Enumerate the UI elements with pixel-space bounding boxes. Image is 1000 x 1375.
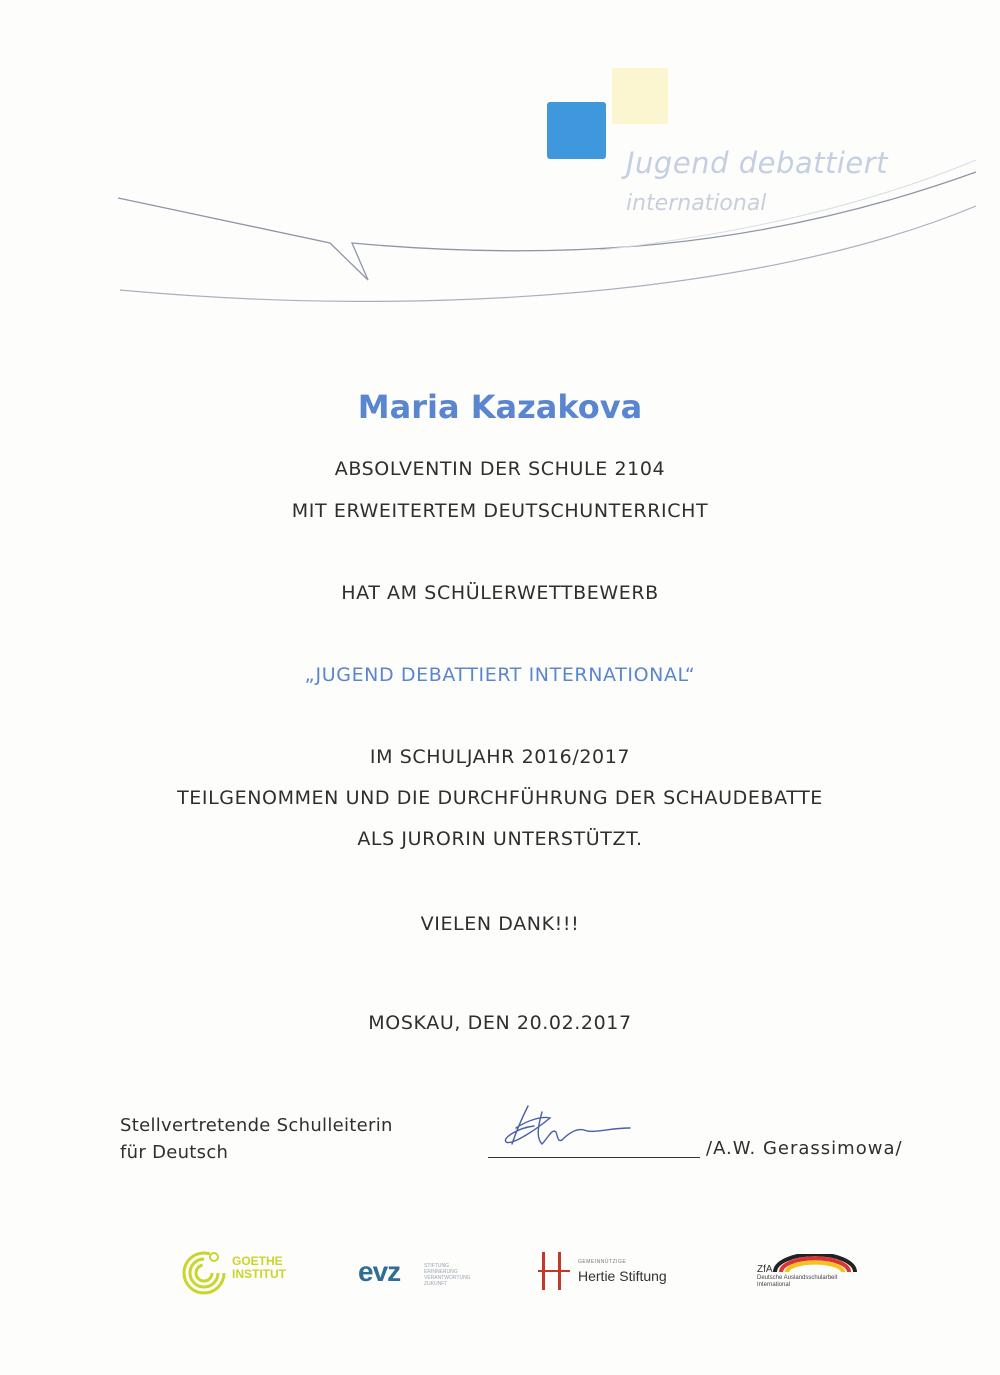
recipient-name: Maria Kazakova bbox=[357, 388, 643, 426]
text-line-participation: TEILGENOMMEN UND DIE DURCHFÜHRUNG DER SCHAUDEBATTE bbox=[177, 787, 823, 809]
zfa-logo bbox=[755, 1254, 855, 1294]
hertie-h-icon bbox=[536, 1248, 572, 1292]
brand-subtitle: international bbox=[626, 191, 767, 216]
signature-line bbox=[488, 1157, 700, 1158]
hertie-wordmark: Hertie Stiftung bbox=[578, 1268, 667, 1284]
evz-tagline: STIFTUNG ERINNERUNG VERANTWORTUNG ZUKUNFT bbox=[424, 1263, 471, 1287]
place-date: MOSKAU, DEN 20.02.2017 bbox=[368, 1012, 632, 1034]
hertie-stiftung-logo bbox=[536, 1248, 676, 1292]
bubble-lower-curve bbox=[120, 206, 976, 301]
goethe-institut-logo bbox=[180, 1248, 290, 1298]
thanks-text: VIELEN DANK!!! bbox=[420, 913, 580, 935]
goethe-wordmark: GOETHE INSTITUT bbox=[232, 1254, 286, 1281]
text-line-program: MIT ERWEITERTEM DEUTSCHUNTERRICHT bbox=[291, 500, 709, 522]
zfa-arc-icon bbox=[769, 1254, 859, 1274]
text-line-school: ABSOLVENTIN DER SCHULE 2104 bbox=[334, 458, 666, 480]
brand-title: Jugend debattiert bbox=[626, 146, 889, 180]
handwritten-signature bbox=[498, 1098, 648, 1160]
signer-name: /A.W. Gerassimowa/ bbox=[706, 1138, 903, 1159]
goethe-swirl-icon bbox=[180, 1248, 230, 1298]
signer-role-line1: Stellvertretende Schulleiterin bbox=[120, 1115, 393, 1136]
hertie-label: GEMEINNÜTZIGE bbox=[578, 1259, 627, 1265]
bubble-upper-curve bbox=[118, 172, 976, 280]
text-line-competition-intro: HAT AM SCHÜLERWETTBEWERB bbox=[341, 582, 659, 604]
text-line-role: ALS JURORIN UNTERSTÜTZT. bbox=[357, 828, 643, 850]
evz-logo bbox=[358, 1256, 478, 1290]
brand-yellow-square bbox=[612, 68, 668, 124]
signer-role bbox=[120, 1112, 393, 1166]
signer-role-line2: für Deutsch bbox=[120, 1142, 229, 1163]
text-line-schoolyear: IM SCHULJAHR 2016/2017 bbox=[369, 746, 631, 768]
evz-wordmark: evz bbox=[358, 1256, 401, 1287]
zfa-wordmark: ZfA bbox=[757, 1264, 773, 1275]
zfa-subtitle: Deutsche Auslandsschularbeit International bbox=[757, 1275, 838, 1288]
competition-title: „JUGEND DEBATTIERT INTERNATIONAL“ bbox=[304, 664, 696, 686]
brand-blue-square bbox=[547, 102, 606, 159]
